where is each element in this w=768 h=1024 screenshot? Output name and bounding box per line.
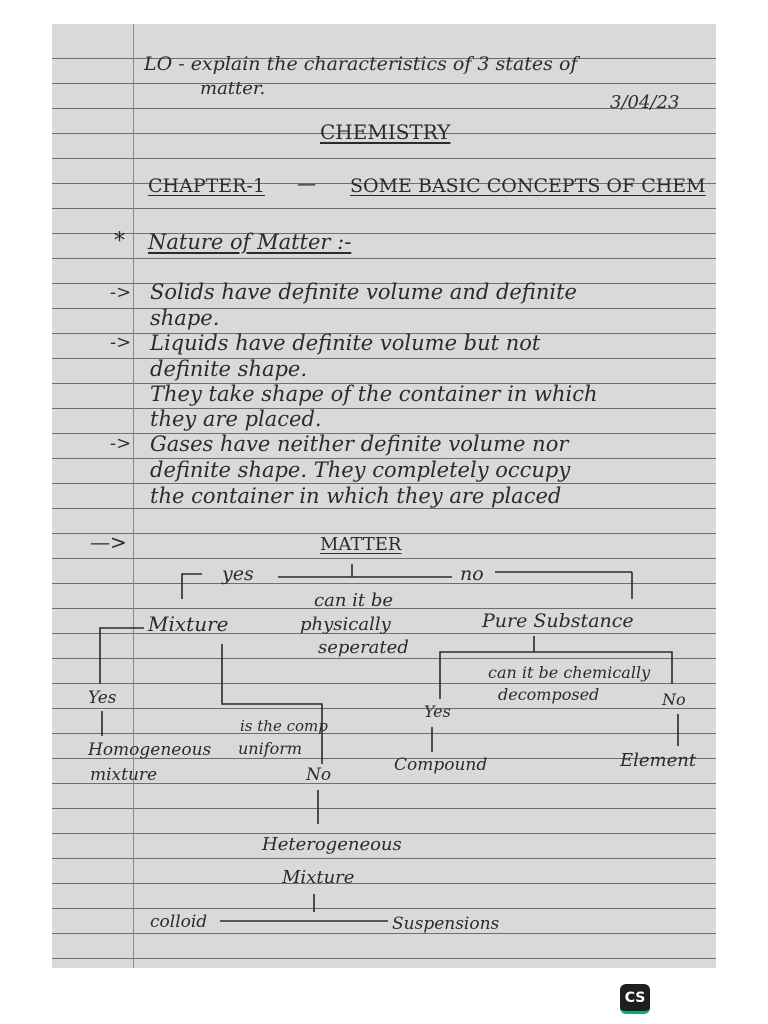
gases-line3: the container in which they are placed [150, 484, 562, 508]
gases-arrow: -> [110, 433, 132, 454]
gases-line1: Gases have neither definite volume nor [150, 432, 569, 456]
node-pure-substance: Pure Substance [482, 610, 634, 632]
question-physically-line1: can it be [314, 590, 394, 611]
connector-mixture-yes [100, 628, 144, 684]
node-mixture: Mixture [148, 612, 229, 636]
branch-yes: yes [222, 563, 254, 585]
node-colloid: colloid [150, 912, 208, 932]
branch-no-right: No [662, 690, 686, 709]
diagram-root-matter: MATTER [320, 534, 402, 555]
chapter-name: SOME BASIC CONCEPTS OF CHEM [350, 175, 706, 197]
connector-pure-bar [440, 652, 672, 699]
node-heterogeneous-line2: Mixture [282, 867, 355, 888]
node-compound: Compound [394, 755, 488, 775]
gases-line2: definite shape. They completely occupy [150, 458, 571, 482]
branch-yes-left: Yes [88, 688, 117, 708]
branch-no-mid: No [306, 765, 332, 785]
branch-no: no [460, 563, 484, 585]
question-physically-line3: seperated [318, 637, 409, 658]
solids-line1: Solids have definite volume and definite [150, 280, 577, 304]
date: 3/04/23 [610, 92, 680, 113]
learning-objective-line2: matter. [200, 78, 266, 99]
question-chemically-line1: can it be chemically [488, 663, 651, 682]
chapter-dash: — [297, 173, 316, 195]
learning-objective-line1: LO - explain the characteristics of 3 states of [144, 53, 578, 75]
solids-line2: shape. [150, 306, 220, 330]
node-homogeneous-line2: mixture [90, 765, 158, 785]
question-physically-line2: physically [300, 614, 391, 635]
node-suspensions: Suspensions [392, 914, 500, 934]
connector-mixture-uniform [222, 644, 322, 764]
section-bullet: * [114, 229, 125, 254]
liquids-line4: they are placed. [150, 407, 322, 431]
liquids-line2: definite shape. [150, 357, 308, 381]
section-heading: Nature of Matter :- [148, 230, 352, 254]
scanner-logo: CS [620, 984, 650, 1014]
chapter-label: CHAPTER-1 [148, 175, 265, 197]
solids-arrow: -> [110, 282, 132, 303]
liquids-line3: They take shape of the container in which [150, 382, 598, 406]
question-chemically-line2: decomposed [498, 685, 600, 704]
node-heterogeneous-line1: Heterogeneous [262, 834, 402, 855]
diagram-arrow: —> [90, 530, 127, 554]
node-homogeneous-line1: Homogeneous [88, 740, 212, 760]
question-uniform-line2: uniform [238, 739, 303, 758]
diagram-connectors [52, 24, 716, 968]
page-title: CHEMISTRY [320, 120, 451, 144]
liquids-arrow: -> [110, 332, 132, 353]
question-uniform-line1: is the comp [240, 717, 328, 735]
notebook-page [52, 24, 716, 968]
connector-to-mixture [182, 574, 202, 599]
node-element: Element [620, 750, 697, 771]
branch-yes-right: Yes [424, 702, 451, 721]
liquids-line1: Liquids have definite volume but not [150, 331, 541, 355]
